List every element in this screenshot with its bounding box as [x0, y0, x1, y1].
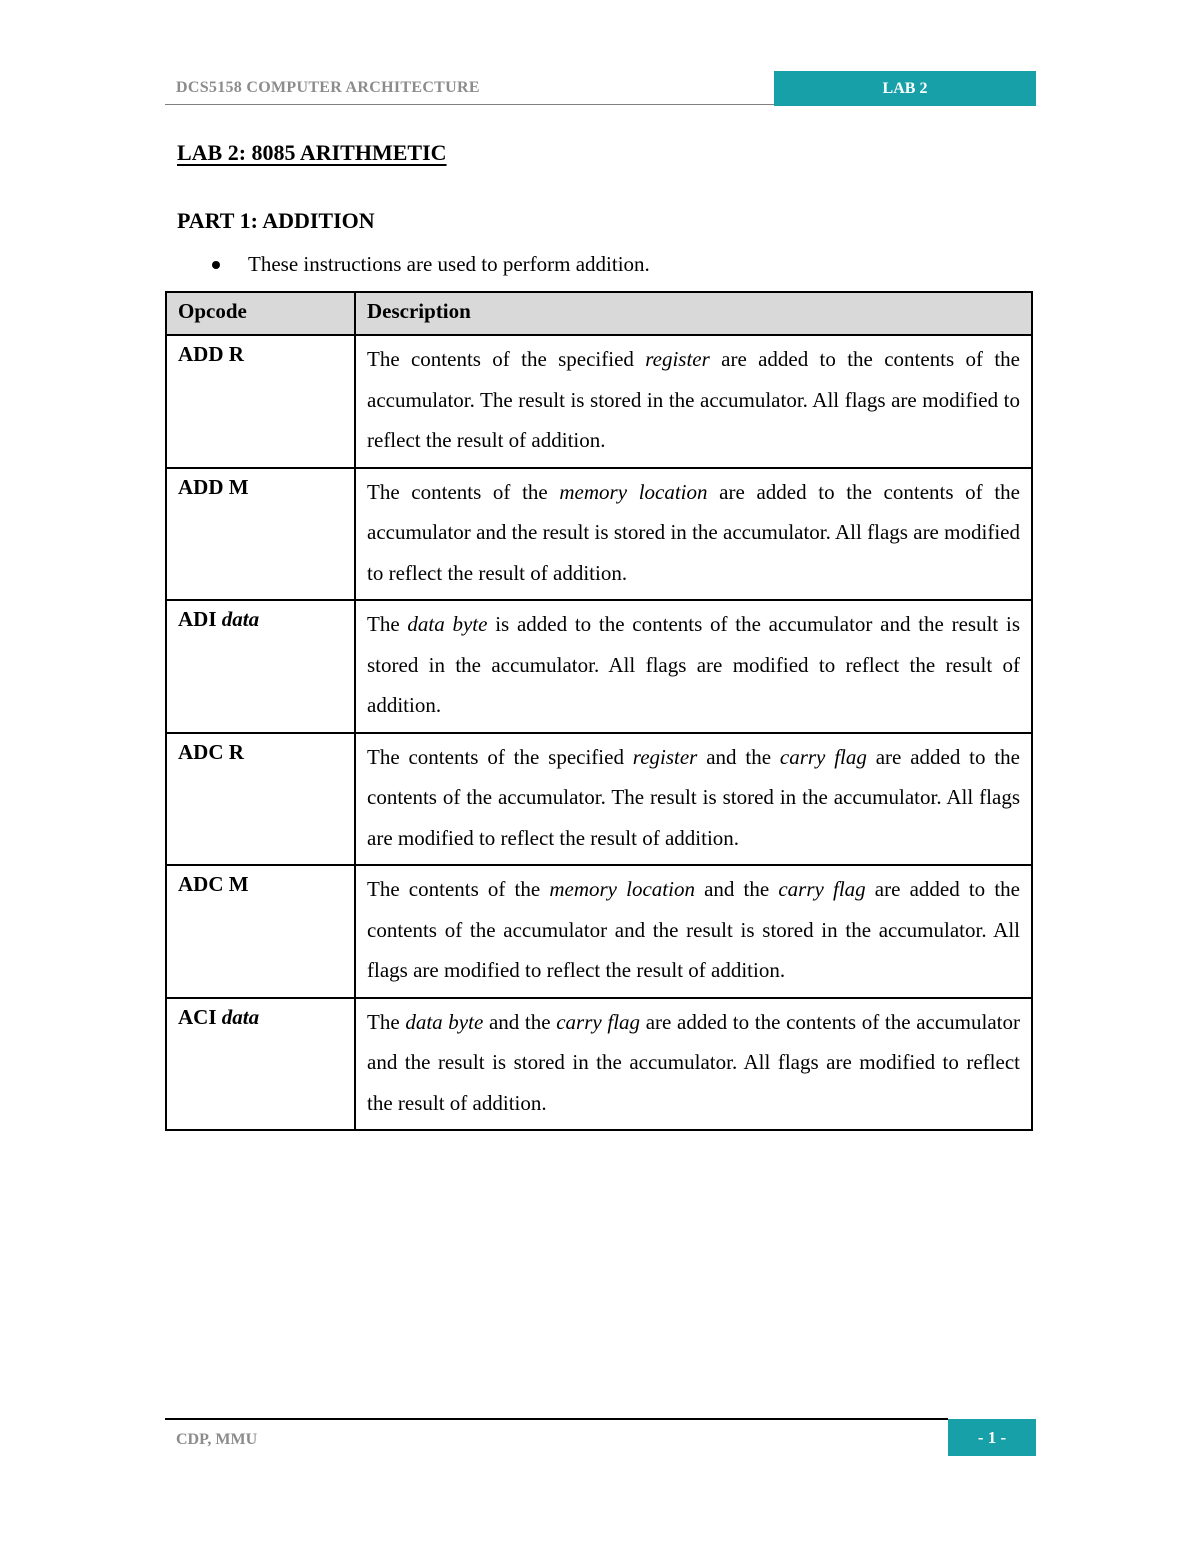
description-cell-text: The contents of the specified	[367, 347, 646, 371]
opcode-cell-text: ADD R	[178, 342, 244, 366]
description-cell-text: The contents of the	[367, 877, 550, 901]
opcode-cell-text: ADD M	[178, 474, 249, 499]
opcode-cell	[166, 733, 355, 866]
table-row	[166, 600, 1032, 733]
header-course-title: DCS5158 COMPUTER ARCHITECTURE	[176, 79, 480, 96]
header-divider	[165, 104, 774, 105]
opcode-cell-text: data	[221, 607, 260, 631]
description-cell-text: memory location	[549, 877, 695, 901]
description-cell-text: are added to the contents of the accumulator and the result is stored in the accumulator. All flags are modified to reflect the result of addition.	[367, 479, 1020, 585]
description-cell-text: carry flag	[556, 1009, 641, 1034]
description-cell	[355, 335, 1032, 468]
description-cell-text: register	[645, 347, 710, 371]
bullet-icon	[212, 261, 220, 269]
description-cell	[355, 733, 1032, 866]
header-description: Description	[355, 292, 1032, 335]
opcode-cell	[166, 998, 355, 1131]
description-cell-text: memory location	[559, 479, 708, 504]
footer-institution: CDP, MMU	[176, 1431, 258, 1448]
opcode-cell-text: ADI	[178, 607, 222, 631]
description-cell-text: is added to the contents of the accumulator and the result is stored in the accumulator. All flags are modified to reflect the result of addition.	[367, 612, 1021, 717]
table-row	[166, 733, 1032, 866]
description-cell-text: are added to the contents of the accumulator and the result is stored in the accumulator. All flags are modified to reflect the result of addition.	[367, 1009, 1020, 1115]
opcode-cell	[166, 468, 355, 601]
opcode-cell	[166, 600, 355, 733]
bullet-text: These instructions are used to perform addition.	[248, 252, 650, 276]
opcode-table	[165, 291, 1033, 1131]
description-cell-text: data byte	[405, 1009, 484, 1034]
table-row	[166, 468, 1032, 601]
description-cell-text: and the	[697, 744, 780, 769]
page-number: - 1 -	[948, 1419, 1036, 1456]
opcode-cell-text: ACI	[178, 1004, 222, 1029]
footer-divider	[165, 1418, 948, 1420]
description-cell-text: The	[367, 1009, 406, 1034]
description-cell-text: are added to the contents of the accumulator. The result is stored in the accumulator. All flags are modified to reflect the result of addition.	[367, 744, 1021, 850]
description-cell-text: data byte	[407, 612, 488, 636]
description-cell	[355, 600, 1032, 733]
description-cell-text: carry flag	[779, 744, 867, 769]
opcode-cell-text: ADC R	[178, 739, 244, 764]
description-cell	[355, 998, 1032, 1131]
description-cell-text: are added to the contents of the accumulator. The result is stored in the accumulator. All flags are modified to reflect the result of addition.	[367, 347, 1021, 452]
description-cell-text: and the	[694, 877, 779, 901]
table-header-row	[166, 292, 1032, 335]
bullet-item	[212, 252, 650, 277]
opcode-cell	[166, 865, 355, 998]
description-cell-text: register	[632, 744, 698, 769]
description-cell-text: The	[367, 612, 408, 636]
opcode-cell-text: ADC M	[178, 872, 249, 896]
description-cell	[355, 468, 1032, 601]
opcode-cell	[166, 335, 355, 468]
header-lab-tab: LAB 2	[774, 71, 1036, 106]
table-body	[166, 335, 1032, 1130]
table-row	[166, 335, 1032, 468]
description-cell	[355, 865, 1032, 998]
table-row	[166, 865, 1032, 998]
table-row	[166, 998, 1032, 1131]
description-cell-text: The contents of the	[367, 479, 560, 504]
description-cell-text: are added to the contents of the accumulator and the result is stored in the accumulator. All flags are modified to reflect the result of addition.	[367, 877, 1020, 982]
page-title: LAB 2: 8085 ARITHMETIC	[177, 140, 447, 165]
description-cell-text: and the	[483, 1009, 557, 1034]
description-cell-text: carry flag	[778, 877, 866, 901]
header-opcode: Opcode	[166, 292, 355, 335]
section-heading: PART 1: ADDITION	[177, 208, 375, 233]
description-cell-text: The contents of the specified	[367, 744, 633, 769]
opcode-cell-text: data	[221, 1004, 260, 1029]
